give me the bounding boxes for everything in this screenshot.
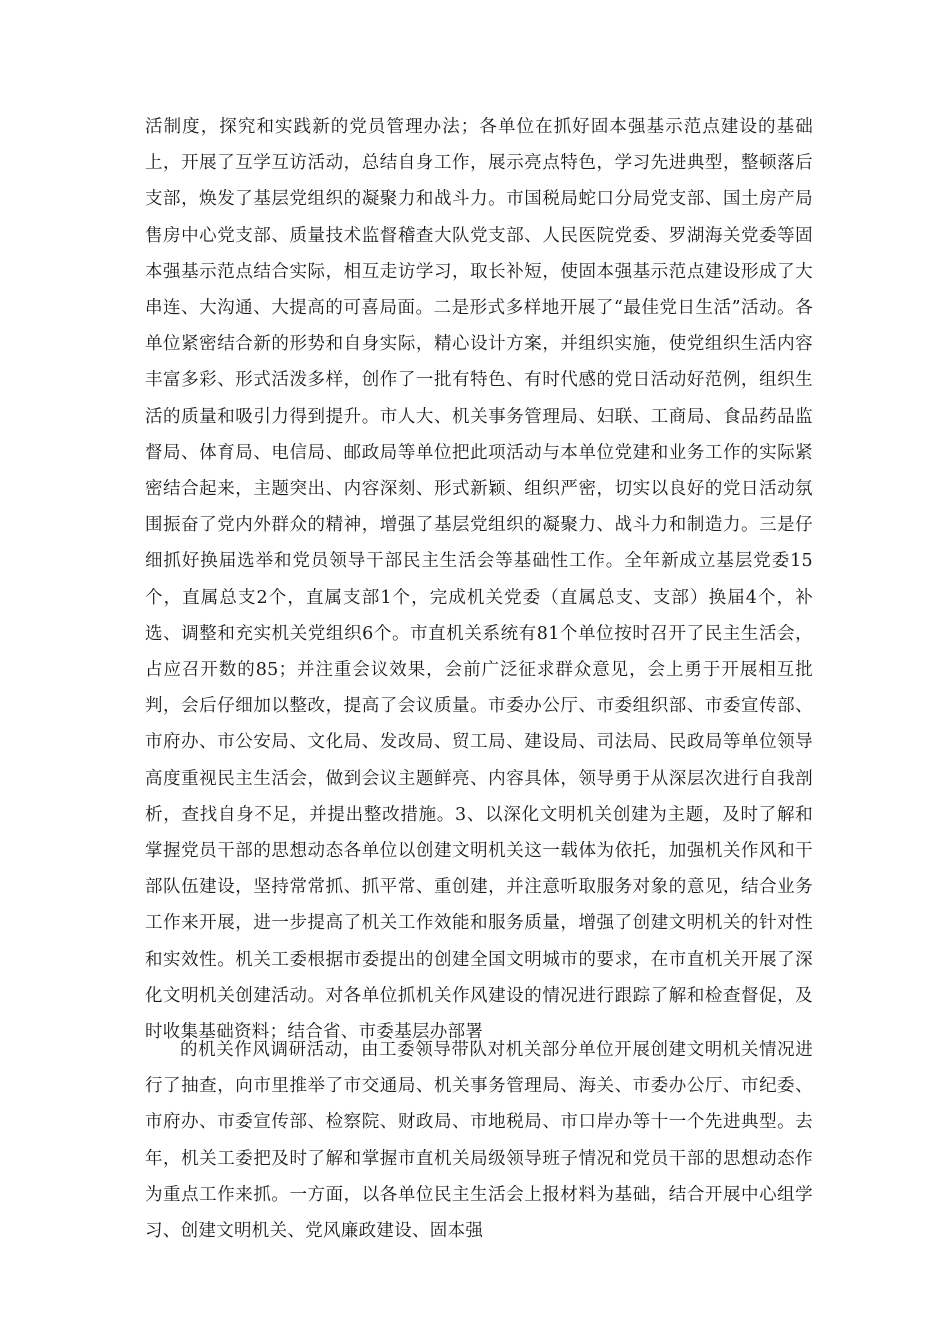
body-paragraph-1: 活制度，探究和实践新的党员管理办法；各单位在抓好固本强基示范点建设的基础上，开展了互学互访活动，总结自身工作，展示亮点特色，学习先进典型，整顿落后支部，焕发了基层党组织的凝聚力和战斗力。市国税局蛇口分局党支部、国土房产局售房中心党支部、质量技术监督稽查大队党支部、人民医院党委、罗湖海关党委等固本强基示范点结合实际，相互走访学习，取长补短，使固本强基示范点建设形成了大串连、大沟通、大提高的可喜局面。二是形式多样地开展了“最佳党日生活”活动。各单位紧密结合新的形势和自身实际，精心设计方案，并组织实施，使党组织生活内容丰富多彩、形式活泼多样，创作了一批有特色、有时代感的党日活动好范例，组织生活的质量和吸引力得到提升。市人大、机关事务管理局、妇联、工商局、食品药品监督局、体育局、电信局、邮政局等单位把此项活动与本单位党建和业务工作的实际紧密结合起来，主题突出、内容深刻、形式新颖、组织严密，切实以良好的党日活动氛围振奋了党内外群众的精神，增强了基层党组织的凝聚力、战斗力和制造力。三是仔细抓好换届选举和党员领导干部民主生活会等基础性工作。全年新成立基层党委15个，直属总支2个，直属支部1个，完成机关党委（直属总支、支部）换届4个，补选、调整和充实机关党组织6个。市直机关系统有81个单位按时召开了民主生活会，占应召开数的85；并注重会议效果，会前广泛征求群众意见，会上勇于开展相互批判，会后仔细加以整改，提高了会议质量。市委办公厅、市委组织部、市委宣传部、市府办、市公安局、文化局、发改局、贸工局、建设局、司法局、民政局等单位领导高度重视民主生活会，做到会议主题鲜亮、内容具体，领导勇于从深层次进行自我剖析，查找自身不足，并提出整改措施。3、以深化文明机关创建为主题，及时了解和掌握党员干部的思想动态各单位以创建文明机关这一载体为依托，加强机关作风和干部队伍建设，坚持常常抓、抓平常、重创建，并注意听取服务对象的意见，结合业务工作来开展，进一步提高了机关工作效能和服务质量，增强了创建文明机关的针对性和实效性。机关工委根据市委提出的创建全国文明城市的要求，在市直机关开展了深化文明机关创建活动。对各单位抓机关作风建设的情况进行跟踪了解和检查督促，及时收集基础资料；结合省、市委基层办部署	[145, 117, 813, 1043]
body-paragraph-2: 的机关作风调研活动，由工委领导带队对机关部分单位开展创建文明机关情况进行了抽查，向市里推举了市交通局、机关事务管理局、海关、市委办公厅、市纪委、市府办、市委宣传部、检察院、财政局、市地税局、市口岸办等十一个先进典型。去年，机关工委把及时了解和掌握市直机关局级领导班子情况和党员干部的思想动态作为重点工作来抓。一方面，以各单位民主生活会上报材料为基础，结合开展中心组学习、创建文明机关、党风廉政建设、固本强	[145, 1040, 813, 1242]
